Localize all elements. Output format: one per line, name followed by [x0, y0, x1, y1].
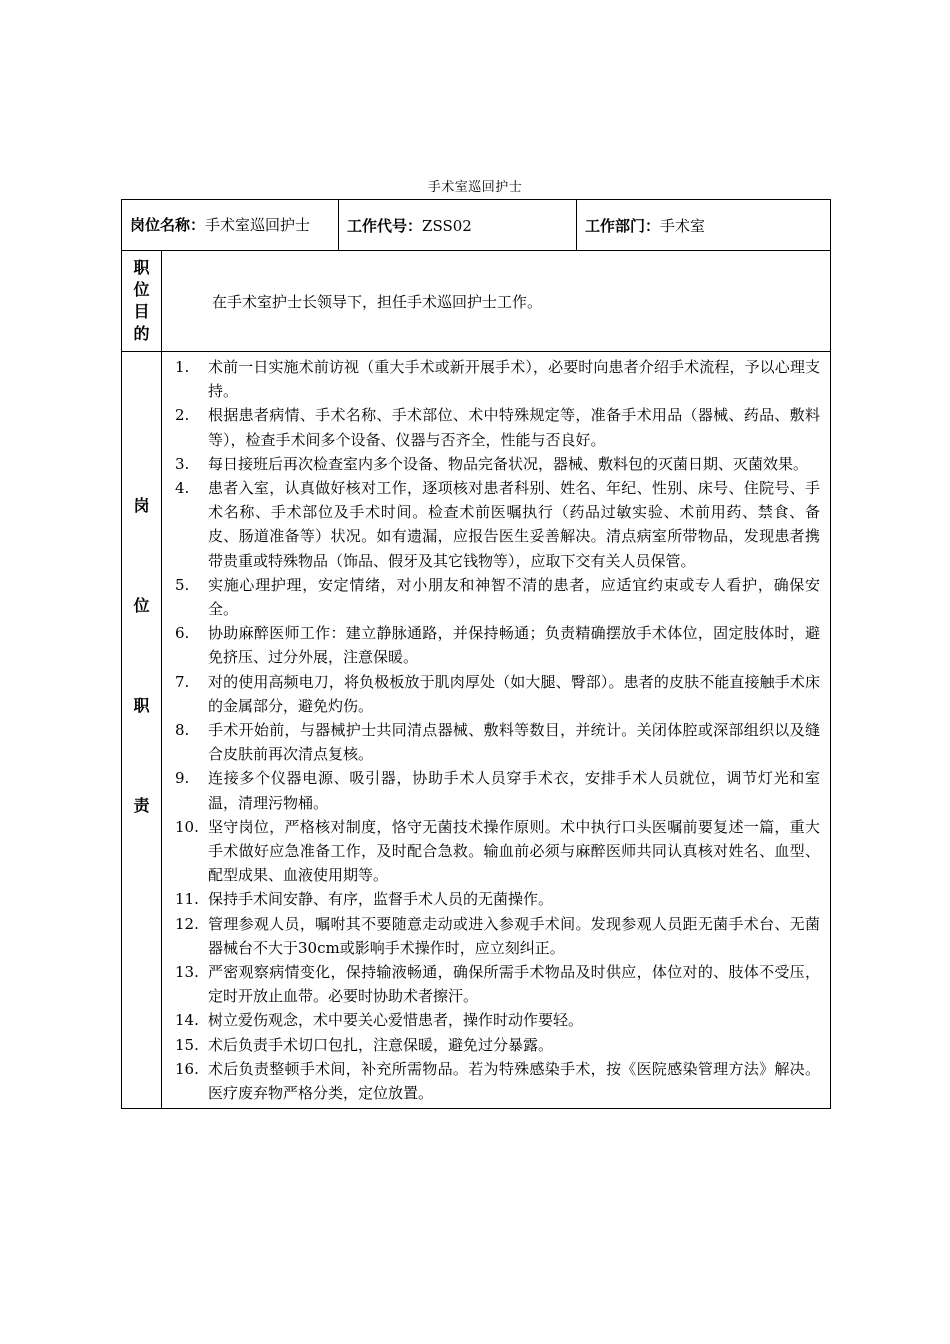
- position-name-cell: [122, 200, 339, 251]
- duty-item: [175, 621, 820, 669]
- purpose-text: 在手术室护士长领导下，担任手术巡回护士工作。: [162, 251, 831, 352]
- duty-text: 协助麻醉医师工作：建立静脉通路，并保持畅通；负责精确摆放手术体位，固定肢体时，避免挤压、过分外展，注意保暖。: [208, 624, 820, 667]
- duty-text: 根据患者病情、手术名称、手术部位、术中特殊规定等，准备手术用品（器械、药品、敷料等），检查手术间多个设备、仪器与否齐全，性能与否良好。: [208, 406, 820, 449]
- duties-list: [162, 352, 830, 1108]
- duty-number: 1.: [175, 358, 190, 376]
- job-code-value: ZSS02: [422, 216, 472, 235]
- duty-number: 16.: [175, 1059, 199, 1078]
- purpose-label-char: 位: [133, 280, 150, 299]
- duty-item: [175, 1057, 820, 1105]
- duty-text: 术后负责手术切口包扎，注意保暖，避免过分暴露。: [208, 1035, 554, 1054]
- duty-number: 4.: [175, 479, 190, 498]
- duty-item: [175, 573, 820, 621]
- purpose-label: [122, 251, 162, 352]
- department-value: 手术室: [660, 216, 706, 235]
- duty-number: 7.: [175, 672, 190, 691]
- duty-number: 6.: [175, 624, 190, 643]
- duty-number: 3.: [175, 454, 190, 473]
- duty-number: 12.: [175, 914, 199, 933]
- header-row: [122, 200, 831, 251]
- duty-item: [175, 766, 820, 814]
- duty-text: 术后负责整顿手术间，补充所需物品。若为特殊感染手术，按《医院感染管理方法》解决。医疗废弃物严格分类，定位放置。: [208, 1059, 820, 1103]
- duty-item: [175, 355, 820, 403]
- duties-label-char: 岗: [133, 496, 150, 515]
- duty-text: 实施心理护理，安定情绪，对小朋友和神智不清的患者，应适宜约束或专人看护，确保安全。: [208, 575, 820, 619]
- duty-text: 手术开始前，与器械护士共同清点器械、敷料等数目，并统计。关闭体腔或深部组织以及缝合皮肤前再次清点复核。: [208, 721, 820, 764]
- duty-item: [175, 1033, 820, 1057]
- purpose-row: [122, 251, 831, 352]
- duty-text: 术前一日实施术前访视（重大手术或新开展手术），必要时向患者介绍手术流程，予以心理支持。: [208, 358, 820, 401]
- duty-text: 树立爱伤观念，术中要关心爱惜患者，操作时动作要轻。: [208, 1011, 584, 1030]
- duty-number: 2.: [175, 406, 190, 425]
- duty-text: 连接多个仪器电源、吸引器，协助手术人员穿手术衣，安排手术人员就位，调节灯光和室温，清理污物桶。: [208, 769, 820, 812]
- duty-item: [175, 960, 820, 1008]
- duty-text: 每日接班后再次检查室内多个设备、物品完备状况，器械、敷料包的灭菌日期、灭菌效果。: [208, 454, 809, 473]
- purpose-label-char: 职: [133, 258, 150, 277]
- duty-item: [175, 718, 820, 766]
- duty-text: 保持手术间安静、有序，监督手术人员的无菌操作。: [208, 890, 554, 909]
- purpose-label-char: 目: [133, 302, 150, 321]
- duty-item: [175, 452, 820, 476]
- job-code-label: 工作代号：: [347, 216, 423, 235]
- duty-item: [175, 815, 820, 888]
- duty-number: 15.: [175, 1035, 199, 1054]
- duties-list-cell: [162, 352, 831, 1109]
- duties-label-char: 位: [133, 596, 150, 615]
- duty-item: [175, 912, 820, 960]
- duties-label-char: 责: [133, 796, 150, 815]
- duty-text: 对的使用高频电刀，将负极板放于肌肉厚处（如大腿、臀部）。患者的皮肤不能直接触手术床的金属部分，避免灼伤。: [208, 672, 820, 715]
- duty-text: 严密观察病情变化，保持输液畅通，确保所需手术物品及时供应，体位对的、肢体不受压，定时开放止血带。必要时协助术者擦汗。: [208, 963, 820, 1006]
- duty-text: 坚守岗位，严格核对制度，恪守无菌技术操作原则。术中执行口头医嘱前要复述一篇，重大手术做好应急准备工作，及时配合急救。输血前必须与麻醉医师共同认真核对姓名、血型、配型成果、血液使用期等。: [208, 817, 820, 885]
- position-name-label: 岗位名称：: [130, 216, 206, 234]
- department-label: 工作部门：: [585, 216, 661, 235]
- duty-number: 9.: [175, 769, 190, 788]
- duty-number: 8.: [175, 721, 190, 740]
- duties-label: [122, 352, 162, 1109]
- duties-label-char: 职: [133, 696, 150, 715]
- duty-number: 5.: [175, 575, 190, 594]
- position-name-value: 手术室巡回护士: [205, 216, 311, 234]
- purpose-label-char: 的: [133, 324, 150, 343]
- duty-text: 患者入室，认真做好核对工作，逐项核对患者科别、姓名、年纪、性别、床号、住院号、手术名称、手术部位及手术时间。检查术前医嘱执行（药品过敏实验、术前用药、禁食、备皮、肠道准备等）状况。如有遗漏，应报告医生妥善解决。清点病室所带物品，发现患者携带贵重或特殊物品（饰品、假牙及其它钱物等），应取下交有关人员保管。: [208, 479, 820, 570]
- duty-item: [175, 670, 820, 718]
- job-description-table: [121, 199, 831, 1109]
- duty-item: [175, 887, 820, 911]
- duty-item: [175, 1008, 820, 1032]
- duties-row: [122, 352, 831, 1109]
- duty-text: 管理参观人员，嘱咐其不要随意走动或进入参观手术间。发现参观人员距无菌手术台、无菌器械台不大于30cm或影响手术操作时，应立刻纠正。: [208, 914, 820, 957]
- department-cell: [577, 200, 831, 251]
- duty-item: [175, 476, 820, 573]
- document-title: 手术室巡回护士: [427, 180, 523, 195]
- job-code-cell: [339, 200, 577, 251]
- duty-number: 14.: [175, 1011, 199, 1030]
- duty-item: [175, 403, 820, 451]
- duty-number: 13.: [175, 963, 199, 982]
- duty-number: 11.: [175, 890, 199, 909]
- duty-number: 10.: [175, 817, 199, 836]
